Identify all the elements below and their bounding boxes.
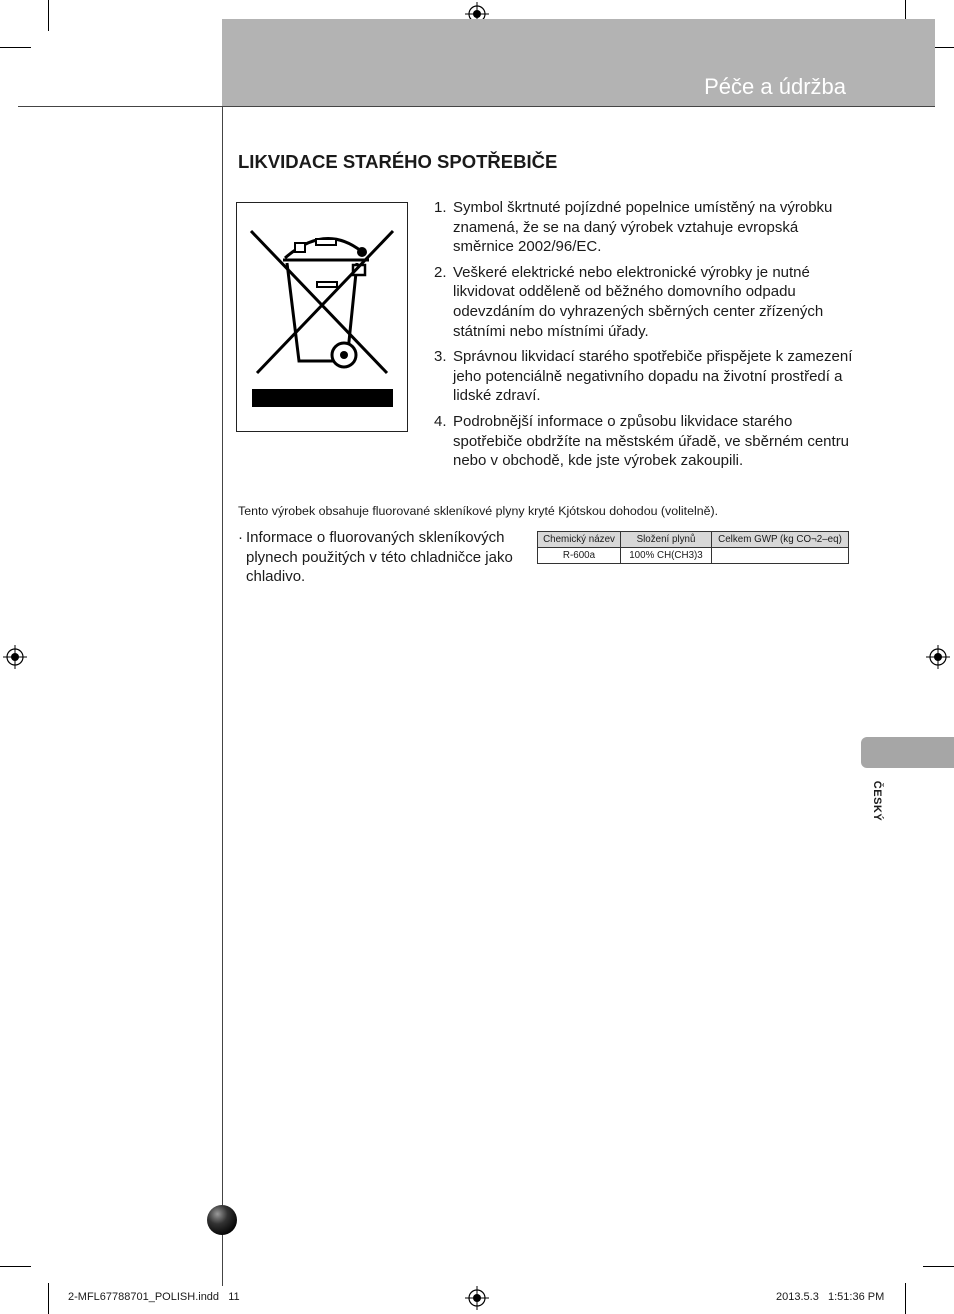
crop-mark [48,1283,49,1314]
list-item: 1. Symbol škrtnuté pojízdné popelnice umístěný na výrobku znamená, že se na daný výrobek vztahuje evropská směrnice 2002/96/EC. [434,199,833,256]
page-title: Péče a údržba [704,74,846,99]
crop-mark [0,47,31,48]
table-cell: R-600a [538,548,621,564]
crossed-out-wheelie-bin-icon [237,203,407,431]
registration-mark-icon [3,645,27,669]
crop-mark [905,1283,906,1314]
footer-filename: 2-MFL67788701_POLISH.indd 11 [68,1291,240,1303]
crop-mark [0,1266,31,1267]
refrigerant-table [537,531,849,564]
registration-mark-icon [926,645,950,669]
header-bar [222,19,935,106]
crop-mark [48,0,49,31]
table-header-row [538,532,849,548]
weee-symbol-frame [236,202,408,432]
bullet-marker: · [238,529,243,546]
table-row [538,548,849,564]
list-item: 3. Správnou likvidací starého spotřebiče přispějete k zamezení jeho potenciálně negativního dopadu na životní prostředí a lidské zdraví. [434,348,853,405]
margin-rule [222,106,223,1286]
refrigerant-info-bullet [238,528,534,587]
column-header: Chemický název [538,532,621,548]
language-tab [861,737,954,768]
header-rule [18,106,935,107]
table-cell [712,548,849,564]
fluorinated-gas-note: Tento výrobek obsahuje fluorované skleníkové plyny kryté Kjótskou dohodou (volitelně). [238,504,719,518]
page-marker-dot [207,1205,237,1235]
crop-mark [923,1266,954,1267]
footer-timestamp: 2013.5.3 1:51:36 PM [776,1291,885,1303]
column-header: Složení plynů [621,532,712,548]
section-title: LIKVIDACE STARÉHO SPOTŘEBIČE [238,151,558,172]
list-item: 2. Veškeré elektrické nebo elektronické výrobky je nutné likvidovat odděleně od běžného domovního odpadu odevzdáním do vyhrazených sběrných center zřízených státními nebo místními úřady. [434,263,824,340]
table-cell: 100% CH(CH3)3 [621,548,712,564]
language-label: ČESKÝ [871,780,884,822]
column-header: Celkem GWP (kg CO¬2–eq) [712,532,849,548]
registration-mark-icon [465,1286,489,1310]
bullet-text: Informace o fluorovaných skleníkových plynech použitých v této chladničce jako chladivo. [246,529,513,586]
list-item: 4. Podrobnější informace o způsobu likvidace starého spotřebiče obdržíte na městském úřadě, ve sběrném centru nebo v obchodě, kde jste výrobek zakoupili. [434,412,850,470]
disposal-info-list [434,198,859,477]
